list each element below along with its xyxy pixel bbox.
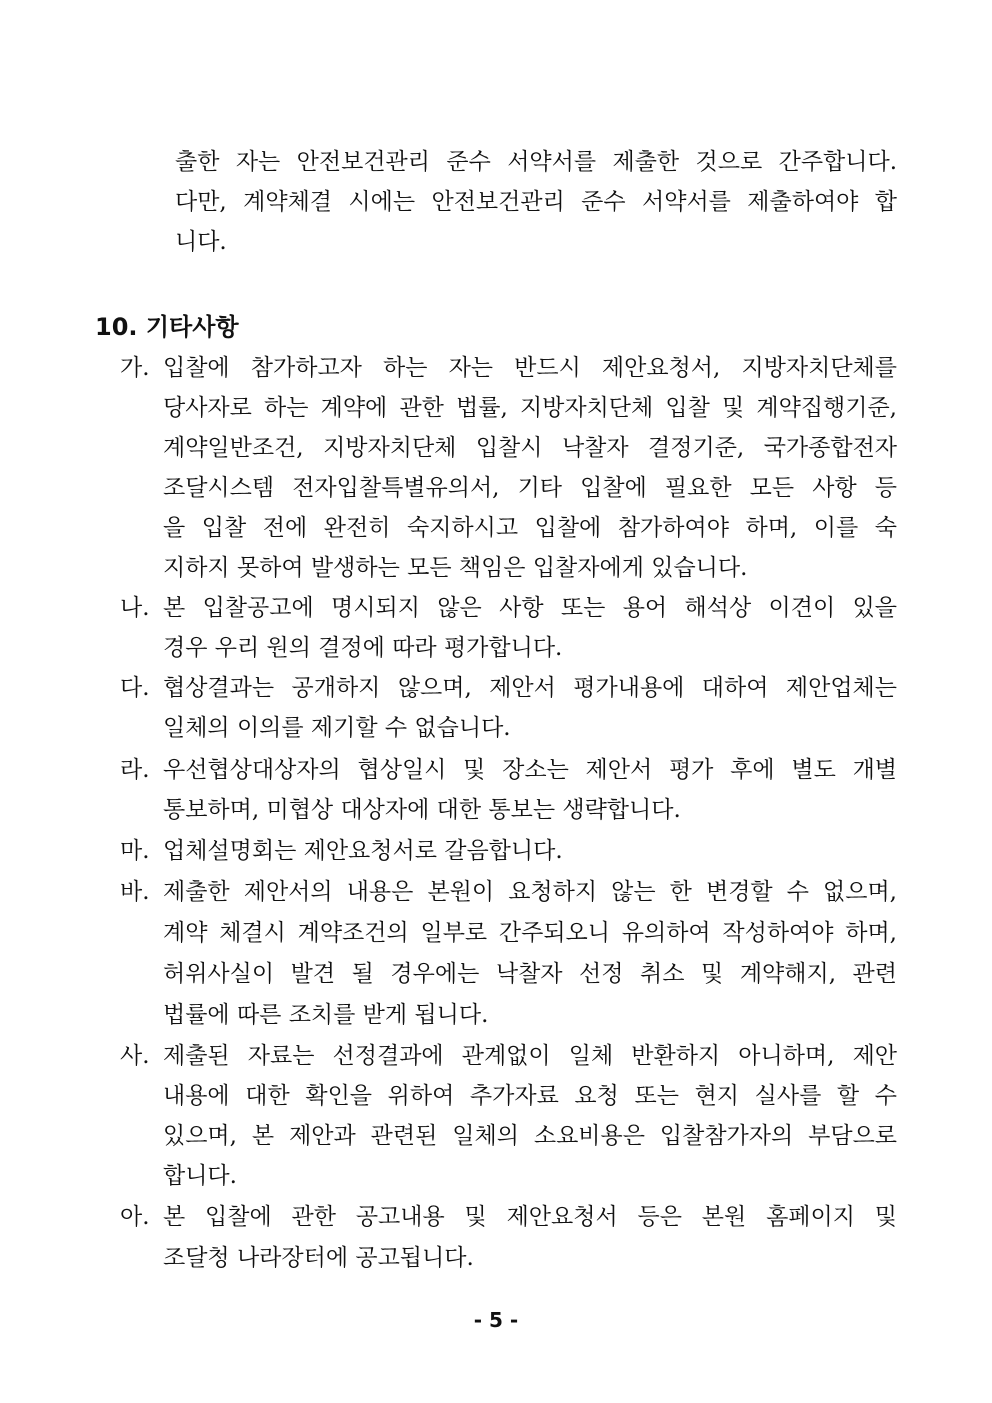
continuation-line: 다만, 계약체결 시에는 안전보건관리 준수 서약서를 제출하여야 합 bbox=[175, 189, 897, 215]
item-label: 다. bbox=[120, 675, 150, 701]
item-line: 입찰에 참가하고자 하는 자는 반드시 제안요청서, 지방자치단체를 bbox=[163, 355, 897, 381]
item-line: 지하지 못하여 발생하는 모든 책임은 입찰자에게 있습니다. bbox=[163, 555, 748, 581]
item-line: 제출한 제안서의 내용은 본원이 요청하지 않는 한 변경할 수 없으며, bbox=[163, 879, 897, 905]
item-line: 본 입찰공고에 명시되지 않은 사항 또는 용어 해석상 이견이 있을 bbox=[163, 595, 897, 621]
item-label: 사. bbox=[120, 1043, 150, 1069]
continuation-line: 니다. bbox=[175, 229, 227, 255]
item-label: 나. bbox=[120, 595, 150, 621]
item-line: 법률에 따른 조치를 받게 됩니다. bbox=[163, 1002, 489, 1028]
item-line: 허위사실이 발견 될 경우에는 낙찰자 선정 취소 및 계약해지, 관련 bbox=[163, 961, 897, 987]
item-label: 가. bbox=[120, 355, 150, 381]
item-line: 경우 우리 원의 결정에 따라 평가합니다. bbox=[163, 635, 563, 661]
item-label: 라. bbox=[120, 757, 150, 783]
item-label: 마. bbox=[120, 838, 150, 864]
item-line: 을 입찰 전에 완전히 숙지하시고 입찰에 참가하여야 하며, 이를 숙 bbox=[163, 515, 897, 541]
item-line: 조달청 나라장터에 공고됩니다. bbox=[163, 1245, 474, 1271]
item-line: 계약일반조건, 지방자치단체 입찰시 낙찰자 결정기준, 국가종합전자 bbox=[163, 435, 897, 461]
item-line: 계약 체결시 계약조건의 일부로 간주되오니 유의하여 작성하여야 하며, bbox=[163, 920, 897, 946]
item-line: 내용에 대한 확인을 위하여 추가자료 요청 또는 현지 실사를 할 수 bbox=[163, 1083, 897, 1109]
item-line: 있으며, 본 제안과 관련된 일체의 소요비용은 입찰참가자의 부담으로 bbox=[163, 1123, 897, 1149]
item-label: 아. bbox=[120, 1204, 150, 1230]
item-line: 본 입찰에 관한 공고내용 및 제안요청서 등은 본원 홈페이지 및 bbox=[163, 1204, 897, 1230]
item-line: 당사자로 하는 계약에 관한 법률, 지방자치단체 입찰 및 계약집행기준, bbox=[163, 395, 897, 421]
item-line: 업체설명회는 제안요청서로 갈음합니다. bbox=[163, 838, 563, 864]
section-heading: 10. 기타사항 bbox=[95, 313, 239, 341]
item-line: 통보하며, 미협상 대상자에 대한 통보는 생략합니다. bbox=[163, 797, 681, 823]
item-line: 협상결과는 공개하지 않으며, 제안서 평가내용에 대하여 제안업체는 bbox=[163, 675, 897, 701]
continuation-line: 출한 자는 안전보건관리 준수 서약서를 제출한 것으로 간주합니다. bbox=[175, 149, 897, 175]
item-line: 합니다. bbox=[163, 1163, 237, 1189]
item-line: 일체의 이의를 제기할 수 없습니다. bbox=[163, 715, 511, 741]
item-line: 조달시스템 전자입찰특별유의서, 기타 입찰에 필요한 모든 사항 등 bbox=[163, 475, 897, 501]
item-label: 바. bbox=[120, 879, 150, 905]
item-line: 우선협상대상자의 협상일시 및 장소는 제안서 평가 후에 별도 개별 bbox=[163, 757, 897, 783]
item-line: 제출된 자료는 선정결과에 관계없이 일체 반환하지 아니하며, 제안 bbox=[163, 1043, 897, 1069]
page-number: - 5 - bbox=[473, 1308, 519, 1332]
